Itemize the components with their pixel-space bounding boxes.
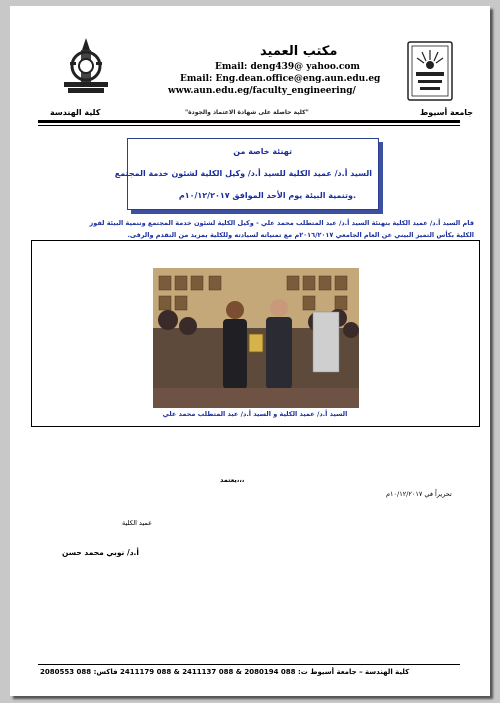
faculty-logo-icon (60, 36, 112, 98)
document-page (10, 6, 490, 696)
signatory-name: أ.د/ نوبي محمد حسن (62, 548, 139, 557)
signatory-role: عميد الكلية (122, 519, 153, 527)
congratulation-banner (114, 138, 379, 210)
university-logo-icon (406, 40, 454, 102)
header-divider-thick (38, 120, 460, 123)
award-photo (153, 268, 359, 408)
footer-contact: كلية الهندسة – جامعة أسيوط ت: 088 2080194 & 088 2411137 & 088 2411179 فاكس: 088 2080553 (40, 668, 410, 676)
website-link[interactable]: www.aun.edu.eg/faculty_engineering/ (168, 86, 356, 96)
email-2: Email: Eng.dean.office@eng.aun.edu.eg (180, 74, 381, 84)
issue-date: تحريراً في ١٠/١٢/٢٠١٧م (386, 490, 452, 498)
banner-line-2: السيد أ.د/ عميد الكلية للسيد أ.د/ وكيل الكلية لشئون خدمة المجتمع (114, 169, 372, 178)
body-line-1: قام السيد أ.د/ عميد الكلية بتهنئة السيد أ.د/ عبد المتطلب محمد علي - وكيل الكلية لشئون خدمة المجتمع وتنمية البيئة لفوز (89, 219, 474, 227)
body-line-2: الكلية بكأس التميز البيني عن العام الجامعي ٢٠١٦/٢٠١٧م مع تمنياته لسيادته وللكلية بمزيد من التقدم والرقى. (127, 231, 474, 239)
banner-line-3: وتنمية البيئة يوم الأحد الموافق ١٠/١٢/٢٠١٧م. (178, 191, 356, 200)
email-1: Email: deng439@ yahoo.com (215, 62, 360, 72)
accreditation-slogan: "كلية حاصلة على شهادة الاعتماد والجودة" (185, 109, 309, 116)
office-title: مكتب العميد (260, 44, 338, 59)
header-divider-thin (38, 125, 460, 126)
photo-caption: السيد أ.د/ عميد الكلية و السيد أ.د/ عبد المتطلب محمد علي (162, 410, 348, 418)
faculty-label: كلية الهندسة (50, 108, 101, 117)
footer-divider (38, 664, 460, 665)
adopt-label: يعتمد،،، (220, 476, 245, 484)
university-label: جامعة أسيوط (420, 108, 474, 117)
banner-line-1: تهنئة خاصة من (233, 147, 292, 156)
